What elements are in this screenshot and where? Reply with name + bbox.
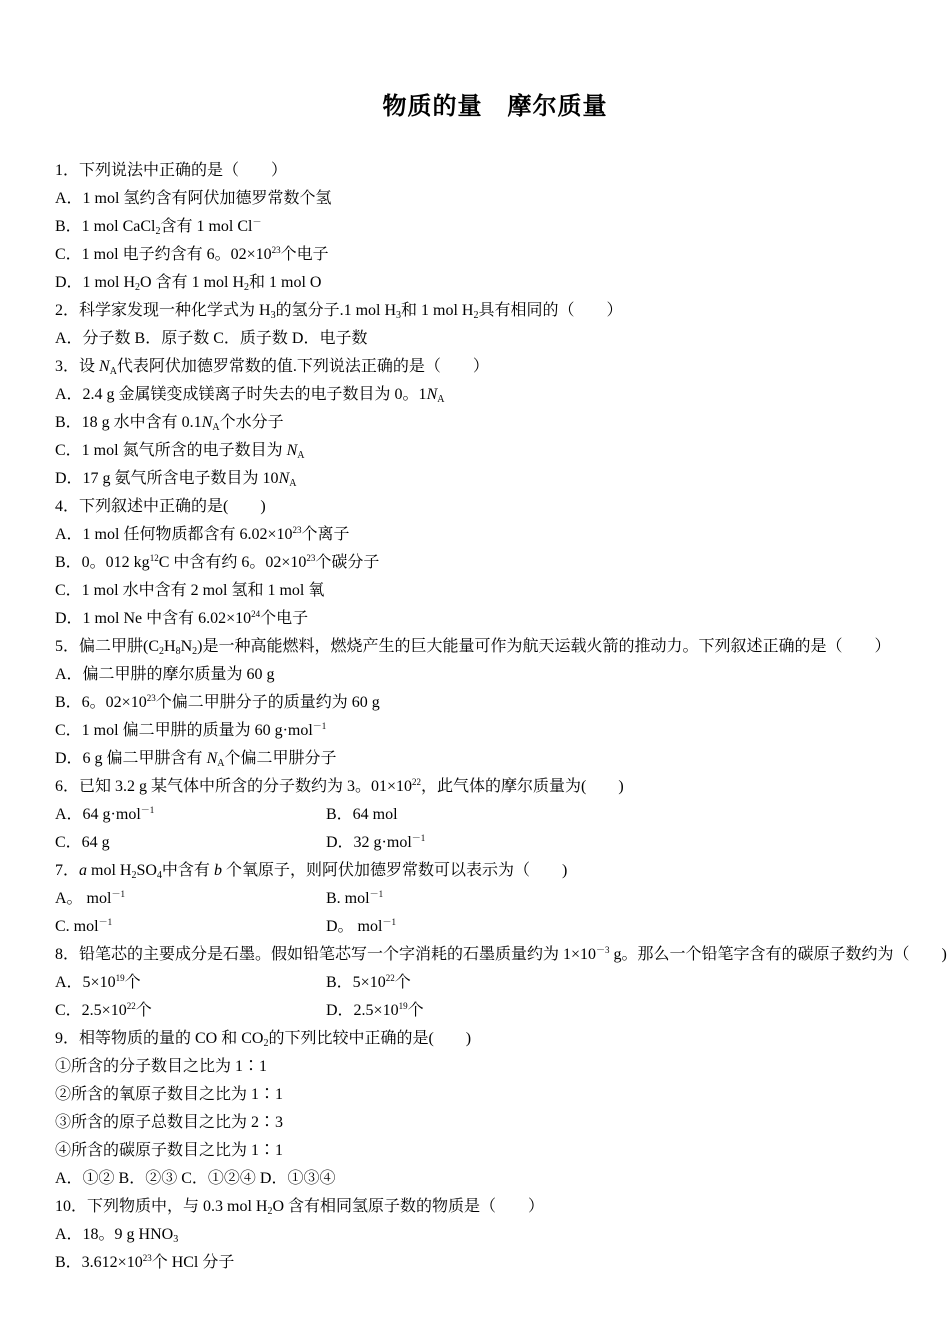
question-stem: 3．设 $N_A$代表阿伏加德罗常数的值.下列说法正确的是（ ）	[55, 358, 489, 377]
answer-option: B．0。012 $kg^{12}C$ 中含有约 6。$02\times 10^{23}$个碳分子	[55, 553, 380, 571]
answer-option: C．1 mol 水中含有 2 mol 氢和 1 mol 氧	[55, 582, 325, 599]
answer-option: C．1 mol 偏二甲肼的质量为 60 g·mol$^{-1}$	[55, 721, 327, 739]
question-stem: 7．a mol $H_2SO_4$中含有 b 个氧原子，则阿伏加德罗常数可以表示为（ )	[55, 862, 568, 881]
answer-option: D．$2.5\times 10^{19}$个	[326, 1001, 424, 1019]
answer-option: C．$2.5\times 10^{22}$个	[55, 1001, 152, 1019]
answer-option: A．1 mol 氢约含有阿伏加德罗常数个氢	[55, 190, 332, 207]
answer-option: A．分子数 B．原子数 C．质子数 D．电子数	[55, 330, 368, 347]
answer-option-row	[55, 801, 915, 829]
answer-option: C．1 mol 氮气所含的电子数目为 $N_A$	[55, 442, 305, 461]
answer-option-row	[55, 829, 915, 857]
question-stem: 1．下列说法中正确的是（ ）	[55, 162, 288, 179]
answer-option-row	[55, 997, 915, 1025]
question-stem: 9．相等物质的量的 CO 和 $CO_2$的下列比较中正确的是( )	[55, 1030, 472, 1049]
question-stem: 8．铅笔芯的主要成分是石墨。假如铅笔芯写一个字消耗的石墨质量约为 $1\times 10^{-3}$ g。那么一个铅笔字含有的碳原子数约为（ )	[55, 945, 947, 963]
answer-option: A。 mol$^{-1}$	[55, 889, 125, 907]
answer-option: A．18。9 g $HNO_3$	[55, 1226, 179, 1245]
answer-option: C. mol$^{-1}$	[55, 917, 113, 935]
answer-option: D．1 mol Ne 中含有 $6.02\times 10^{24}$个电子	[55, 609, 309, 627]
answer-option: B. mol$^{-1}$	[326, 889, 384, 907]
answer-option: D．1 mol $H_2O$ 含有 1 mol $H_2$和 1 mol O	[55, 274, 322, 293]
answer-option: B．18 g 水中含有 $0.1N_A$个水分子	[55, 414, 284, 433]
question-stem: 10．下列物质中，与 0.3 mol $H_2O$ 含有相同氢原子数的物质是（ ）	[55, 1198, 545, 1217]
question-stem: 6．已知 3.2 g 某气体中所含的分子数约为 3。$01\times 10^{22}$，此气体的摩尔质量为( )	[55, 777, 624, 795]
answer-option: D．17 g 氨气所含电子数目为 $10N_A$	[55, 470, 297, 489]
answer-option: ③所含的原子总数目之比为 2∶3	[55, 1114, 284, 1131]
question-stem: 4．下列叙述中正确的是( )	[55, 498, 266, 515]
answer-option: A．偏二甲肼的摩尔质量为 60 g	[55, 666, 275, 683]
answer-option: B．1 mol CaCl$_2$含有 1 mol Cl－	[55, 217, 262, 237]
answer-option: A．2.4 g 金属镁变成镁离子时失去的电子数目为 0。$1N_A$	[55, 386, 445, 405]
answer-option-row	[55, 969, 915, 997]
answer-option: B．64 mol	[326, 806, 398, 823]
question-list	[55, 157, 947, 1277]
answer-option: B．$3.612\times 10^{23}$个 HCl 分子	[55, 1253, 235, 1271]
answer-option: A．1 mol 任何物质都含有 $6.02\times 10^{23}$个离子	[55, 525, 350, 543]
question-stem: 5．偏二甲肼$(C_2H_8N_2)$是一种高能燃料，燃烧产生的巨大能量可作为航天运载火箭的推动力。下列叙述正确的是（ ）	[55, 638, 891, 657]
page-title: 物质的量 摩尔质量	[382, 94, 608, 120]
answer-option: C．1 mol 电子约含有 6。$02\times 10^{23}$个电子	[55, 245, 329, 263]
answer-option: D．6 g 偏二甲肼含有 $N_A$个偏二甲肼分子	[55, 750, 337, 769]
answer-option: ②所含的氧原子数目之比为 1∶1	[55, 1086, 284, 1103]
answer-option: D。 mol$^{-1}$	[326, 917, 396, 935]
answer-option-row	[55, 913, 915, 941]
answer-option: A．①② B．②③ C．①②④ D．①③④	[55, 1170, 336, 1187]
answer-option: A．$5\times 10^{19}$个	[55, 973, 141, 991]
question-stem: 2．科学家发现一种化学式为 $H_3$的氢分子.1 mol $H_3$和 1 mol $H_2$具有相同的（ ）	[55, 302, 623, 321]
answer-option: B．6。$02\times 10^{23}$个偏二甲肼分子的质量约为 60 g	[55, 693, 380, 711]
answer-option-row	[55, 885, 915, 913]
answer-option: A．64 g·mol$^{-1}$	[55, 805, 155, 823]
answer-option: C．64 g	[55, 834, 110, 851]
answer-option: ①所含的分子数目之比为 1∶1	[55, 1058, 268, 1075]
answer-option: D．32 g·mol$^{-1}$	[326, 833, 426, 851]
answer-option: B．$5\times 10^{22}$个	[326, 973, 411, 991]
answer-option: ④所含的碳原子数目之比为 1∶1	[55, 1142, 284, 1159]
